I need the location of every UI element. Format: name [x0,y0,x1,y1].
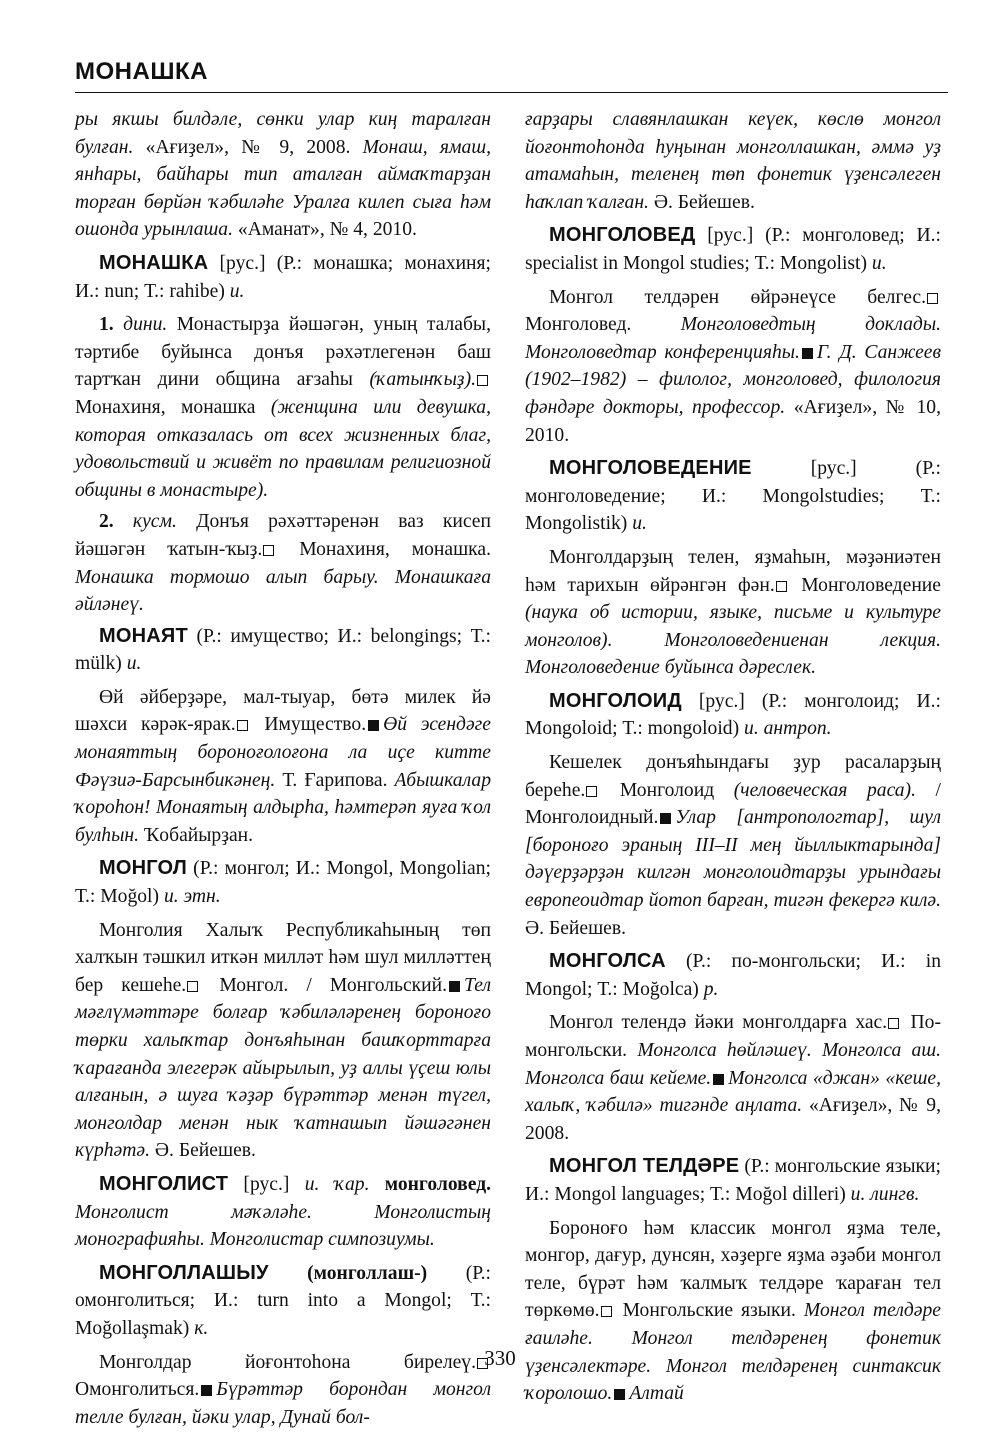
definition-mongolovedenie [525,544,941,682]
definition: Монголдар йоғонтоһона бирелеү. [99,1351,476,1373]
cross-reference: монголовед. [384,1173,492,1195]
entry-monashka [75,250,491,305]
definition: Бороноғо һәм классик монгол яҙма теле, монгор, дағур, дунсян, хәҙерге яҙма әҙәби монгол теле, бүрәт һәм ҡалмыҡ телдәре ҡараған тел төркөмө. [525,1217,941,1322]
russian-equivalent: Монгольские языки. [614,1300,804,1322]
sense-number: 2. [99,511,114,533]
definition-mongol-teldare [525,1215,941,1408]
example-text: Монгол телдәре ғаиләһе. Монгол телдәренең фонетик үҙенсәлектәре. Монгол телдәренең синтаксик ҡоролошо. [525,1300,941,1405]
definition: Өй әйберҙәре, мал-тыуар, бөтә милек йә шәхси кәрәк-ярак. [75,686,491,736]
part-of-speech: к. [194,1317,209,1339]
definition-mongoloid [525,749,941,942]
headword: МОНАШКА [99,251,209,274]
russian-equivalent-square-icon [776,581,787,592]
russian-gloss: (женщина или девушка, которая отказалась от всех жизненных благ, удовольствий и живёт по правилам религиозной общины в монастыре). [75,396,491,501]
definition-mongoloved [525,284,941,450]
entry-mongol [75,855,491,910]
headword: МОНГОЛОИД [549,689,682,712]
entry-translations: (Р.: монгольские языки; И.: Mongol languages; Т.: Moğol dilleri) [525,1156,941,1205]
russian-equivalent: Монголовед. [525,314,681,336]
quotation-square-icon [614,1389,625,1400]
part-of-speech: и. [229,280,245,302]
entry-mongol-teldare [525,1153,941,1208]
entry-translations: [рус.] (Р.: монголовед; И.: specialist in Mongol studies; Т.: Mongolist) [525,225,941,274]
part-of-speech: и. [871,252,887,274]
definition-monayat [75,684,491,850]
quotation-text: Г. Д. Санжеев (1902–1982) – филолог, монголовед, филология фәндәре докторы, профессор. [525,341,941,418]
russian-equivalent-square-icon [888,1018,899,1029]
definition: Монгол телдәрен өйрәнеүсе белгес. [549,286,926,308]
quotation-text: Бүрәттәр борондан монгол телле булған, йәки улар, Дунай бол- [75,1379,491,1428]
definition: Монголия Халыҡ Республикаһының төп халҡын тәшкил иткән милләт һәм шул милләттең бер кешеһе. [75,919,491,996]
example-text: Монашка тормошо алып барыу. Монашкаға әйләнеү. [75,566,491,616]
entry-translations: (Р.: монгол; И.: Mongol, Mongolian; Т.: Moğol) [75,858,491,908]
headword: МОНГОЛОВЕД [549,224,696,247]
entry-mongolovedenie [525,455,941,538]
quotation-text: ғарҙары славянлашкан кеүек, көслө монгол йоғонтоһонда һуңынан монголлашкан, әммә уҙ атамаһын, теленең төп фонетик үҙенсәлеген һаҡлап ҡалған. [525,109,941,213]
citation-source: «Ағиҙел», № 10, 2010. [525,396,941,446]
example-text: Монголса һөйләшеү. Монголса аш. Монголса баш кейеме. [525,1040,942,1089]
sense-1 [75,311,491,504]
entry-translations: [рус.] (Р.: монголоведение; И.: Mongolstudies; Т.: Mongolistik) [525,458,941,535]
example-text: Монаш, ямаш, янһары, байһары тип аталған аймаҡтарҙан торған бөрйән ҡәбиләһе Уралға килеп сыға һәм ошонда урынлаша. [75,136,492,241]
citation-source: «Аманат», № 4, 2010. [237,219,417,241]
quotation-square-icon [201,1385,212,1396]
headword: МОНАЯТ [99,624,188,647]
example-text: Монголоведтың доклады. Монголоведтар конференцияһы. [525,314,941,363]
running-title: МОНАШКА [75,58,208,85]
russian-equivalent-square-icon [187,981,198,992]
headword: МОНГОЛСА [549,950,666,973]
russian-equivalent: Монголоведение [789,574,941,596]
entry-translations: (Р.: омонголиться; И.: turn into a Mongol; Т.: Moğollaşmak) [75,1262,492,1339]
quotation-text: Монголса «джан» «кеше, халыҡ, ҡәбилә» тигәнде аңлата. [525,1067,941,1117]
entry-mongolsa [525,948,941,1003]
citation-source: Ә. Бейешев. [154,1140,256,1162]
definition-note: (ҡатынҡыҙ). [369,369,476,391]
entry-monayat [75,623,491,678]
definition: Кешелек донъяһындағы ҙур расаларҙың береһе. [525,752,941,801]
russian-equivalent: Омонголиться. [75,1379,200,1401]
quotation-square-icon [713,1074,724,1085]
russian-equivalent-square-icon [477,375,488,386]
russian-equivalent: Имущество. [250,714,367,736]
left-column [75,106,491,1437]
entry-translations: [рус.] (Р.: монголоид; И.: Mongoloid; Т.: mongoloid) [525,690,941,740]
derived-form: / Монголоидный. [525,779,941,829]
definition-mongol [75,917,491,1165]
definition: Монастырҙа йәшәгән, уның талабы, тәртибе буйынса донъя рәхәтлегенән баш тартҡан дини община ағзаһы [75,314,491,391]
quotation-text: Алтай [629,1383,684,1405]
part-of-speech: и. этн. [163,886,221,908]
definition: Монгол телендә йәки монголдарға хас. [549,1012,888,1034]
entry-mongolist [75,1171,491,1254]
definition: Донъя рәхәттәренән ваз кисеп йәшәгән ҡатын-ҡыҙ. [75,511,491,560]
quotation-square-icon [660,813,671,824]
header-rule [75,92,948,93]
headword: МОНГОЛ ТЕЛДӘРЕ [549,1155,740,1178]
page-number: 330 [484,1346,516,1370]
citation-source: Т. Ғарипова. [282,769,395,791]
quotation-text: Өй эсендәге монаяттың бороноғолоғона ла иҫе китте Фәүзиә-Барсынбикәнең. [75,714,492,791]
headword: МОНГОЛ [99,857,188,880]
russian-equivalent: Монахиня, монашка. [277,538,491,560]
russian-equivalent-square-icon [237,720,248,731]
quotation-text: Улар [антропологтар], шул [бороноғо эраның III–II мең йыллыктарында] дәүерҙәрҙән килгән монголоидтарҙы урындағы европеоидтар йотоп барған, тигән фекергә килә. [525,807,941,912]
citation-source: Ә. Бейешев. [525,917,627,939]
example-text: ры якшы билдәле, сөнки улар киң таралған булған. [75,109,491,158]
headword: МОНГОЛОВЕДЕНИЕ [549,457,752,480]
russian-gloss: (человеческая раса). [733,779,916,801]
entry-continuation [525,106,941,216]
part-of-speech: и. [632,513,647,535]
right-column [525,106,941,1414]
part-of-speech: и. лингв. [850,1183,920,1205]
quotation-square-icon [802,348,813,359]
citation-source: «Ағиҙел», № 9, 2008. [145,136,363,158]
citation-source: Ҡобайырҙан. [143,824,254,846]
russian-gloss: (наука об истории, языке, письме и культуре монголов). Монголоведениенан лекция. Монголоведение буйынса дәреслек. [525,602,941,679]
russian-equivalent-square-icon [601,1306,612,1317]
sense-2 [75,508,491,618]
usage-label: дини. [113,314,168,336]
entry-translations: [рус.] [228,1173,305,1195]
headword: МОНГОЛЛАШЫУ [99,1261,269,1284]
citation-source: Ә. Бейешев. [653,191,755,213]
entry-translations: [рус.] (Р.: монашка; монахиня; И.: nun; Т.: rahibe) [75,252,491,302]
part-of-speech: р. [703,978,719,1000]
entry-translations: (Р.: имущество; И.: belongings; Т.: mülk) [75,625,491,675]
quotation-square-icon [449,981,460,992]
russian-equivalent: По-монгольски. [525,1012,942,1061]
definition-mongolsa [525,1009,941,1147]
entry-mongoloid [525,688,941,743]
entry-continuation [75,106,491,244]
russian-equivalent: Монгол. / Монгольский. [201,974,448,996]
definition: Монголдарҙың телен, яҙмаһын, мәҙәниәтен һәм тарихын өйрәнгән фән. [525,546,941,596]
russian-equivalent-square-icon [263,545,274,556]
part-of-speech: и. антроп. [744,718,832,740]
part-of-speech: и. [126,653,142,675]
russian-equivalent: Монголоид [600,779,734,801]
sense-number: 1. [99,314,114,336]
quotation-text: Абышкалар ҡороһон! Монаятың алдырһа, һәмтерәп яуға ҡол булһын. [75,769,491,846]
entry-mongollashyu [75,1260,491,1343]
usage-label: кусм. [113,511,177,533]
quotation-text: Тел мәғлүмәттәре болғар ҡәбиләләренең бороноғо төрки халыҡтар донъяһынан башҡорттарға ҡарағанда элегерәк айырылып, уҙ аллы үҫеш юлы алғанын, ә шуға ҡәҙәр бүрәттәр менән түгел, монголдар менән нык ҡатнашып йәшәгәнен күрһәтә. [75,974,491,1162]
quotation-square-icon [368,720,379,731]
russian-equivalent-square-icon [586,786,597,797]
russian-equivalent-square-icon [927,293,938,304]
russian-equivalent: Монахиня, монашка [75,396,271,418]
entry-mongoloved [525,222,941,277]
citation-source: «Ағиҙел», № 9, 2008. [525,1095,941,1144]
example-text: Монголист мәҡәләһе. Монголистың монографияһы. Монголистар симпозиумы. [75,1201,491,1251]
verb-stem: (монголлаш-) [268,1262,428,1284]
part-of-speech: и. ҡар. [304,1173,370,1195]
entry-translations: (Р.: по-монгольски; И.: in Mongol; Т.: Moğolca) [525,951,941,1000]
headword: МОНГОЛИСТ [99,1172,229,1195]
